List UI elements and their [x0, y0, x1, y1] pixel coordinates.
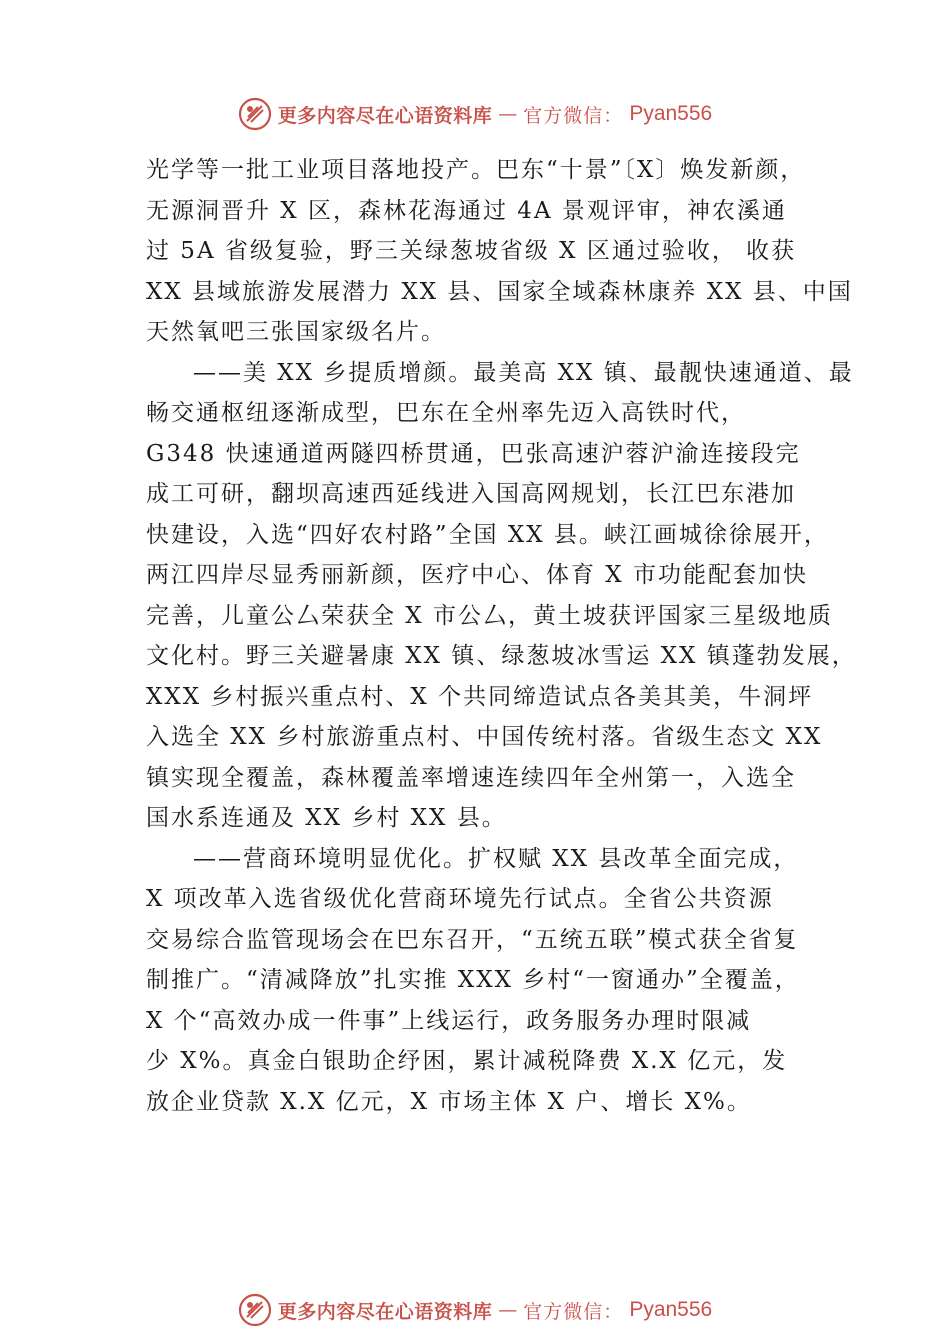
body-line: 放企业贷款 X.X 亿元，X 市场主体 X 户、增长 X%。 [146, 1088, 752, 1115]
footer-wechat-label: 官方微信： [523, 1300, 624, 1323]
body-line: X 项改革入选省级优化营商环境先行试点。全省公共资源 [146, 886, 774, 912]
body-line: XX 县域旅游发展潜力 XX 县、国家全域森林康养 XX 县、中国 [146, 278, 853, 305]
footer-wechat-id: Pyan556 [629, 1298, 713, 1321]
footer-separator: — [498, 1299, 518, 1321]
body-line: 快建设，入选“四好农村路”全国 XX 县。峡江画城徐徐展开， [146, 521, 829, 548]
body-line: XXX 乡村振兴重点村、X 个共同缔造试点各美其美，牛洞坪 [146, 683, 814, 710]
body-line: 两江四岸尽显秀丽新颜，医疗中心、体育 X 市功能配套加快 [146, 562, 808, 588]
body-line: 交易综合监管现场会在巴东召开，“五统五联”模式获全省复 [146, 926, 799, 953]
paragraph-start-line: ——美 XX 乡提质增颜。最美高 XX 镇、最靓快速通道、最 [193, 359, 854, 386]
body-line: 制推广。“清减降放”扎实推 XXX 乡村“一窗通办”全覆盖， [146, 967, 800, 993]
body-line: 成工可研，翻坝高速西延线进入国高网规划，长江巴东港加 [146, 481, 796, 507]
body-line: 过 5A 省级复验，野三关绿葱坡省级 X 区通过验收， 收获 [146, 238, 797, 264]
header-brand: 更多内容尽在心语资料库 [277, 104, 493, 127]
seal-logo-icon [238, 97, 272, 131]
paragraph-start-line: ——营商环境明显优化。扩权赋 XX 县改革全面完成， [193, 845, 799, 872]
header-wechat-label: 官方微信： [523, 104, 624, 127]
body-line: X 个“高效办成一件事”上线运行，政务服务办理时限减 [146, 1007, 752, 1034]
footer-banner [0, 1290, 950, 1330]
header-wechat-id: Pyan556 [629, 102, 713, 125]
seal-logo-icon [238, 1293, 272, 1327]
body-line: 国水系连通及 XX 乡村 XX 县。 [146, 805, 507, 831]
document-body [146, 150, 857, 1122]
body-line: 畅交通枢纽逐渐成型，巴东在全州率先迈入高铁时代， [146, 400, 746, 426]
body-line: 光学等一批工业项目落地投产。巴东“十景”〔X〕焕发新颜， [146, 157, 806, 183]
footer-brand: 更多内容尽在心语资料库 [277, 1300, 493, 1323]
header-separator: — [498, 103, 518, 125]
body-line: 文化村。野三关避暑康 XX 镇、绿葱坡冰雪运 XX 镇蓬勃发展， [146, 643, 857, 669]
body-line: 天然氧吧三张国家级名片。 [146, 319, 446, 345]
body-line: 少 X%。真金白银助企纾困，累计减税降费 X.X 亿元，发 [146, 1048, 788, 1074]
body-line: 完善，儿童公厶荣获全 X 市公厶，黄土坡获评国家三星级地质 [146, 602, 833, 629]
body-line: 镇实现全覆盖，森林覆盖率增速连续四年全州第一，入选全 [146, 764, 796, 791]
body-line: 入选全 XX 乡村旅游重点村、中国传统村落。省级生态文 XX [146, 724, 823, 750]
body-line: G348 快速通道两隧四桥贯通，巴张高速沪蓉沪渝连接段完 [146, 440, 801, 467]
header-banner [0, 94, 950, 134]
body-line: 无源洞晋升 X 区，森林花海通过 4A 景观评审，神农溪通 [146, 197, 787, 224]
